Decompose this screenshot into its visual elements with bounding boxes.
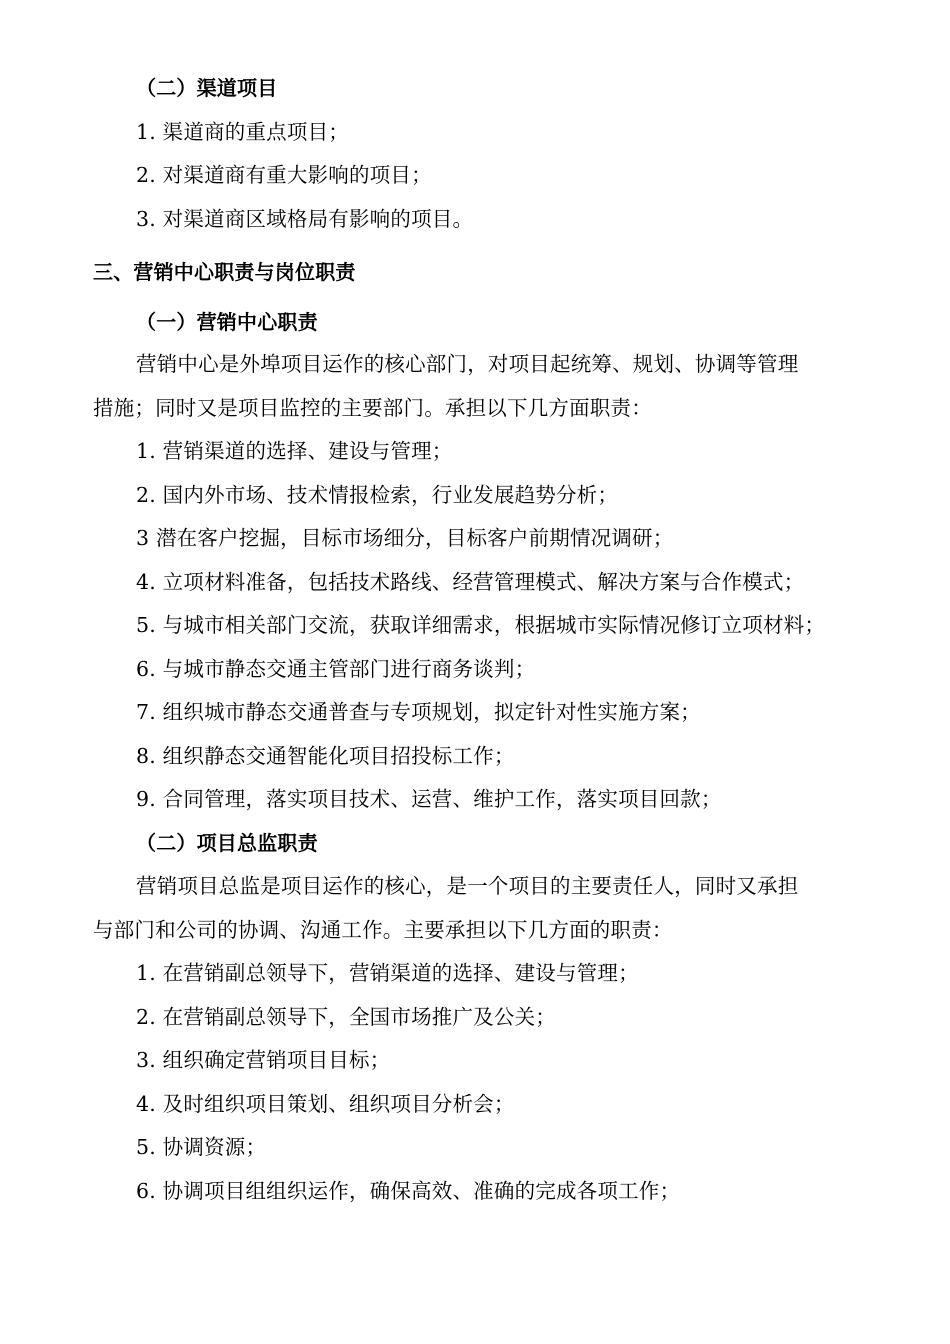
paragraph-line: 营销中心是外埠项目运作的核心部门，对项目起统筹、规划、协调等管理 xyxy=(136,352,799,376)
heading-channel-projects: （二）渠道项目 xyxy=(136,76,278,100)
list-item: 2. 在营销副总领导下，全国市场推广及公关； xyxy=(136,1005,556,1029)
heading-marketing-center-duties: （一）营销中心职责 xyxy=(136,310,318,334)
list-item: 9. 合同管理，落实项目技术、运营、维护工作，落实项目回款； xyxy=(136,787,722,811)
list-item: 3. 对渠道商区域格局有影响的项目。 xyxy=(136,207,474,231)
list-item: 1. 渠道商的重点项目； xyxy=(136,120,349,144)
paragraph-line: 与部门和公司的协调、沟通工作。主要承担以下几方面的职责： xyxy=(93,918,673,942)
list-item: 5. 协调资源； xyxy=(136,1135,267,1159)
list-item: 6. 与城市静态交通主管部门进行商务谈判； xyxy=(136,657,536,681)
list-item: 6. 协调项目组组织运作，确保高效、准确的完成各项工作； xyxy=(136,1179,681,1203)
list-item: 1. 在营销副总领导下，营销渠道的选择、建设与管理； xyxy=(136,961,639,985)
paragraph-line: 营销项目总监是项目运作的核心，是一个项目的主要责任人，同时又承担 xyxy=(136,874,799,898)
list-item: 3 潜在客户挖掘，目标市场细分，目标客户前期情况调研； xyxy=(136,526,674,550)
list-item: 2. 对渠道商有重大影响的项目； xyxy=(136,163,432,187)
list-item: 4. 立项材料准备，包括技术路线、经营管理模式、解决方案与合作模式； xyxy=(136,570,805,594)
heading-project-director-duties: （二）项目总监职责 xyxy=(136,831,318,855)
list-item: 7. 组织城市静态交通普查与专项规划，拟定针对性实施方案； xyxy=(136,700,701,724)
list-item: 8. 组织静态交通智能化项目招投标工作； xyxy=(136,744,515,768)
list-item: 2. 国内外市场、技术情报检索，行业发展趋势分析； xyxy=(136,483,619,507)
list-item: 3. 组织确定营销项目目标； xyxy=(136,1048,391,1072)
list-item: 5. 与城市相关部门交流，获取详细需求，根据城市实际情况修订立项材料； xyxy=(136,613,826,637)
heading-section-3: 三、营销中心职责与岗位职责 xyxy=(93,260,356,284)
list-item: 1. 营销渠道的选择、建设与管理； xyxy=(136,439,453,463)
list-item: 4. 及时组织项目策划、组织项目分析会； xyxy=(136,1092,515,1116)
paragraph-line: 措施；同时又是项目监控的主要部门。承担以下几方面职责： xyxy=(93,396,652,420)
